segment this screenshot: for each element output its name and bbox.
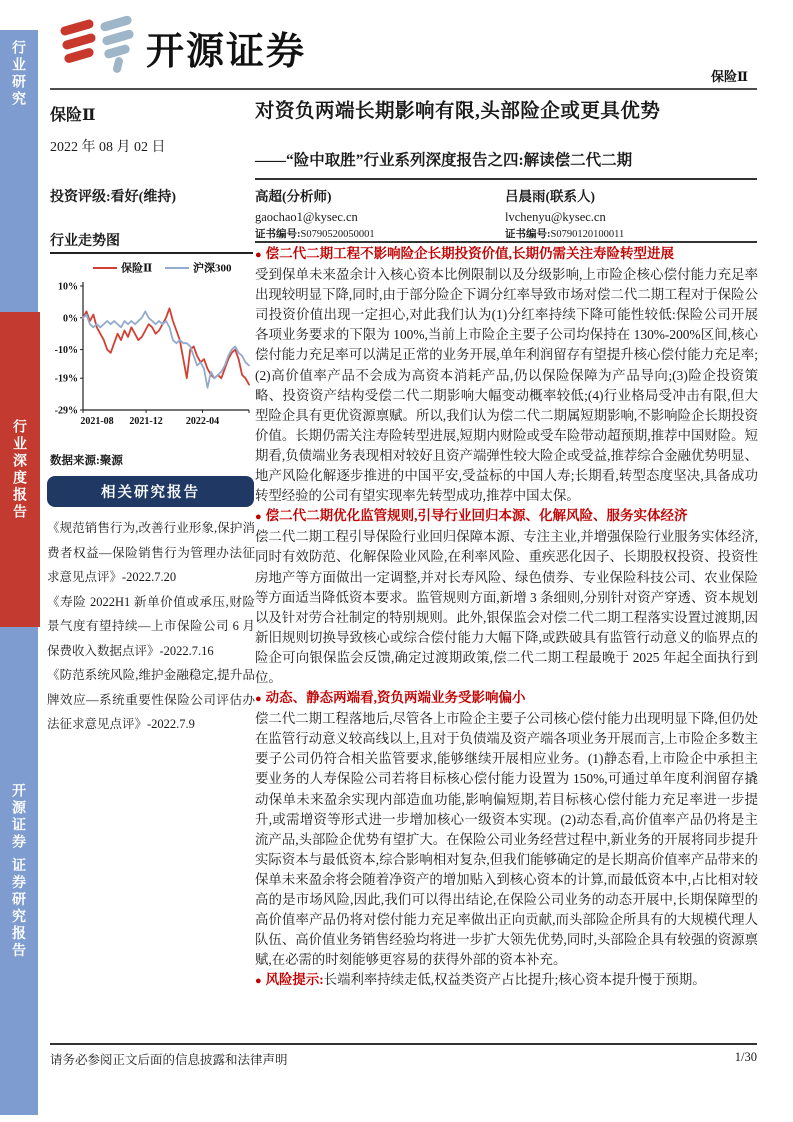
analysts-rule	[255, 241, 757, 243]
cert-number: S0790120100011	[550, 229, 625, 240]
trend-chart-title: 行业走势图	[50, 234, 120, 249]
sidebar-depth-report-label: 行业深度报告	[12, 418, 28, 521]
analyst-name: 吕晨雨(联系人)	[505, 189, 595, 204]
section-heading-text: 动态、静态两端看,资负两端业务受影响偏小	[265, 690, 526, 706]
industry-name: 保险Ⅱ	[50, 107, 96, 124]
section-paragraph: 偿二代二期工程引导保险行业回归保障本源、专注主业,并增强保险行业服务实体经济,同时有效防范、化解保险业风险,在利率风险、重疾恶化因子、长期股权投资、投资性房地产等方面做出一定调整,并对长寿风险、绿色债券、专业保险科技公司、农业保险等方面适当降低资本要求。监管规则方面,新增 3 条细则,分别针对资产穿透、资本规划以及针对劳合社制定的特别规则。此外,银保监会对偿二代二期工程落实设置过渡期,因新旧规则切换导致核心或综合偿付能力大幅下降,或跌破具有监管行动意义的临界点的险企可向银保监会反馈,确定过渡期政策,偿二代二期工程最晚于 2025 年起全面执行到位。	[255, 529, 758, 685]
cert-number: S0790520050001	[300, 229, 375, 240]
summary-body	[255, 244, 758, 991]
section-paragraph: 偿二代二期工程落地后,尽管各上市险企主要子公司核心偿付能力出现明显下降,但仍处在监管行动意义较高线以上,且对于负债端及资产端各项业务开展而言,上市险企多数主要子公司仍符合相关监管要求,能够继续开展相应业务。(1)静态看,上市险企中承担主要业务的人寿保险公司若将目标核心偿付能力设置为 150%,可通过单年度利润留存撬动保单未来盈余实现内部造血功能,影响偏短期,若目标核心偿付能力充足率进一步提升,或需增资等形式进一步增加核心一级资本实现。(2)动态看,高价值率产品仍将是主流产品,头部险企优势有望扩大。在保险公司业务经营过程中,新业务的开展将同步提升实际资本与最低资本,综合影响相对复杂,但我们能够确定的是长期高价值率产品带来的保单未来盈余将会随着净资产的增加贴入到核心资本的计算,而最低资本中,占比相对较高的是市场风险,因此,我们可以得出结论,在保险公司业务的动态开展中,长期保障型的高价值率产品仍将对偿付能力充足率做出正向贡献,而头部险企所具有的大规模代理人队伍、高价值业务销售经验均将进一步扩大领先优势,同时,头部险企具有较强的资源禀赋,在必需的时刻能够更容易的获得外部的资本补充。	[255, 711, 758, 968]
cert-label: 证书编号:	[255, 229, 301, 240]
page-number: 1/30	[734, 1050, 757, 1064]
subtitle-rule	[255, 178, 757, 180]
related-report-item: 《寿险 2022H1 新单价值或承压,财险景气度有望持续—上市保险公司 6 月保费收入数据点评》-2022.7.16	[47, 594, 255, 658]
page-title: 对资负两端长期影响有限,头部险企或更具优势	[255, 101, 661, 122]
brand-logo-icon	[58, 13, 136, 82]
risk-warning	[255, 970, 758, 991]
header-rule	[50, 88, 757, 90]
section-heading-text: 偿二代二期工程不影响险企长期投资价值,长期仍需关注寿险转型进展	[265, 246, 675, 261]
sidebar-research-report-bar	[0, 627, 38, 1115]
footer-disclaimer: 请务必参阅正文后面的信息披露和法律声明	[50, 1053, 288, 1067]
bullet-icon: ●	[255, 975, 262, 988]
chart-data-source: 数据来源:聚源	[50, 455, 123, 467]
bullet-icon: ●	[255, 511, 262, 524]
related-report-item: 《规范销售行为,改善行业形象,保护消费者权益—保险销售行为管理办法征求意见点评》-2022.7.20	[47, 521, 255, 584]
related-reports-banner: 相关研究报告	[47, 476, 254, 507]
risk-warning-label: 风险提示:	[265, 972, 324, 988]
section-heading-text: 偿二代二期优化监管规则,引导行业回归本源、化解风险、服务实体经济	[265, 508, 688, 524]
analyst-email: gaochao1@kysec.cn	[255, 210, 358, 224]
industry-trend-chart	[47, 258, 255, 446]
section-heading	[255, 506, 758, 527]
trend-chart-svg	[47, 258, 255, 446]
analyst-email: lvchenyu@kysec.cn	[505, 210, 606, 224]
svg-text:10%: 10%	[58, 281, 78, 293]
analyst-card	[255, 186, 455, 243]
related-reports-list	[47, 516, 255, 737]
analysts-block	[255, 186, 757, 243]
sidebar-depth-report-bar	[0, 312, 40, 627]
brand-logo	[58, 14, 306, 80]
svg-text:0%: 0%	[63, 313, 78, 325]
bullet-icon: ●	[255, 693, 262, 706]
analyst-name: 高超(分析师)	[255, 189, 332, 204]
cert-label: 证书编号:	[505, 229, 551, 240]
section-paragraph: 受到保单未来盈余计入核心资本比例限制以及分级影响,上市险企核心偿付能力充足率出现较明显下降,同时,由于部分险企下调分红率导致市场对偿二代二期工程对于保险公司投资价值出现一定担心,对此我们认为(1)分红率持续下降可能性较低:保险公司开展各项业务要求的下限为 100%,当前上市险企主要子公司均保持在 130%-200%区间,核心偿付能力充足率可以满足正常的业务开展,单年利润留存有望提升核心偿付能力充足率;(2)高价值率产品不会成为高资本消耗产品,仍以保险保障为产品导向;(3)险企投资策略、投资资产结构受偿二代二期影响大幅变动概率较低;(4)行业格局受冲击有限,但大型险企具有更优资源禀赋。所以,我们认为偿二代二期属短期影响,不影响险企长期投资价值。长期仍需关注寿险转型进展,短期内财险或受车险带动超预期,推荐中国财险。短期看,负债端业务表现相对较好且资产端弹性较大险企或受益,推荐综合金融优势明显、地产风险化解逐步推进的中国平安,受益标的中国人寿;长期看,转型态度坚决,具备成功转型经验的公司有望实现率先转型成功,推荐中国太保。	[255, 267, 758, 504]
svg-text:2021-08: 2021-08	[80, 416, 114, 427]
svg-text:2021-12: 2021-12	[129, 416, 163, 427]
trend-title-rule	[50, 252, 253, 254]
footer-rule	[50, 1043, 757, 1045]
section-heading	[255, 688, 758, 709]
related-report-item: 《防范系统风险,维护金融稳定,提升品牌效应—系统重要性保险公司评估办法征求意见点评》-2022.7.9	[47, 668, 255, 731]
investment-rating: 投资评级:看好(维持)	[50, 190, 176, 205]
page-subtitle: ——“险中取胜”行业系列深度报告之四:解读偿二代二期	[255, 152, 633, 169]
svg-text:2022-04: 2022-04	[185, 416, 220, 427]
bullet-icon: ●	[255, 249, 262, 261]
brand-logo-text: 开源证券	[146, 30, 307, 73]
report-tag: 保险Ⅱ	[711, 69, 748, 84]
svg-text:-10%: -10%	[54, 345, 78, 357]
sidebar-industry-research-bar	[0, 30, 38, 312]
svg-text:保险Ⅱ: 保险Ⅱ	[121, 262, 153, 275]
report-date: 2022 年 08 月 02 日	[50, 140, 166, 155]
sidebar-industry-research-label: 行业研究	[11, 40, 27, 108]
section-heading	[255, 244, 758, 265]
svg-text:-19%: -19%	[54, 373, 78, 385]
risk-warning-text: 长端利率持续走低,权益类资产占比提升;核心资本提升慢于预期。	[323, 972, 706, 988]
sidebar-research-report-label: 开源证券 证券研究报告	[11, 782, 27, 960]
svg-text:-29%: -29%	[54, 405, 78, 417]
analyst-card	[505, 186, 705, 243]
svg-text:沪深300: 沪深300	[193, 262, 232, 275]
